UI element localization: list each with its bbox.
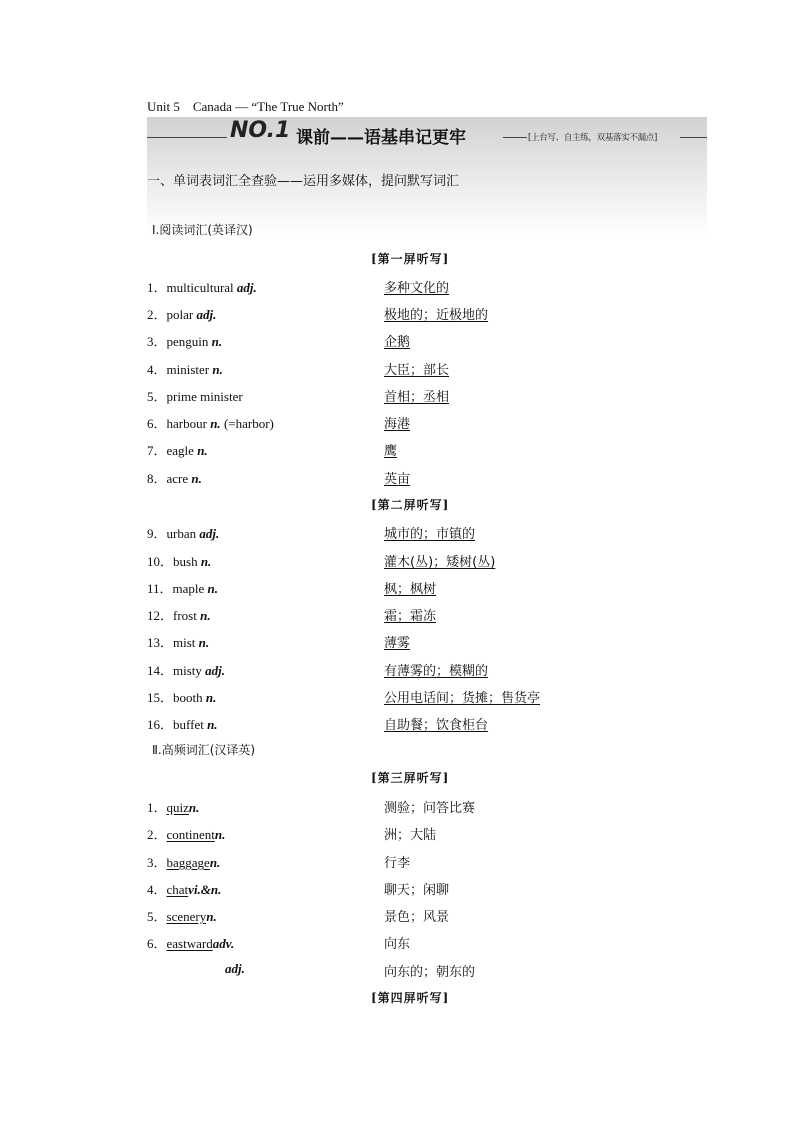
- meaning: 大臣；部长: [384, 363, 450, 378]
- meaning: 企鹅: [384, 335, 411, 350]
- part2-heading: Ⅱ.高频词汇(汉译英): [152, 743, 256, 757]
- vocab-row: 3．penguin n. 企鹅: [147, 331, 707, 351]
- vocab-row: 5．prime minister 首相；丞相: [147, 386, 707, 406]
- vocab-row: 1．multicultural adj. 多种文化的: [147, 277, 707, 297]
- meaning: 公用电话间；货摊；售货亭: [384, 691, 541, 706]
- vocab-row: 6．harbour n. (=harbor) 海港: [147, 413, 707, 433]
- vocab-row: 13．mist n. 薄雾: [147, 632, 707, 652]
- vocab-row: 11．maple n. 枫；枫树: [147, 578, 707, 598]
- meaning: 城市的；市镇的: [384, 527, 476, 542]
- banner-rule-left: [147, 137, 227, 138]
- meaning: 海港: [384, 417, 411, 432]
- banner-rule-mid: [503, 137, 527, 138]
- meaning: 薄雾: [384, 636, 411, 651]
- section-heading: 一、单词表词汇全查验——运用多媒体，提问默写词汇: [147, 174, 460, 189]
- vocab-row: 12．frost n. 霜；霜冻: [147, 605, 707, 625]
- vocab-row: 7．eagle n. 鹰: [147, 440, 707, 460]
- vocab-row: 14．misty adj. 有薄雾的；模糊的: [147, 660, 707, 680]
- vocab-row: 1．quizn. 测验；问答比赛: [147, 797, 707, 817]
- vocab-row: 2．continentn. 洲；大陆: [147, 824, 707, 844]
- vocab-row: 15．booth n. 公用电话间；货摊；售货亭: [147, 687, 707, 707]
- vocab-row: 16．buffet n. 自助餐；饮食柜台: [147, 714, 707, 734]
- meaning: 霜；霜冻: [384, 609, 437, 624]
- meaning: 洲；大陆: [384, 828, 437, 843]
- meaning: 鹰: [384, 444, 398, 459]
- vocab-row: 2．polar adj. 极地的；近极地的: [147, 304, 707, 324]
- vocab-row: 10．bush n. 灌木(丛)；矮树(丛): [147, 551, 707, 571]
- screen-label-4: [第四屏听写]: [371, 991, 450, 1005]
- vocab-row: 4．chatvi.&n. 聊天；闲聊: [147, 879, 707, 899]
- vocab-row: 9．urban adj. 城市的；市镇的: [147, 523, 707, 543]
- meaning: 极地的；近极地的: [384, 308, 489, 323]
- vocab-row: 3．baggagen. 行李: [147, 852, 707, 872]
- unit-title: Unit 5 Canada — “The True North”: [147, 99, 344, 114]
- meaning: 向东的；朝东的: [384, 965, 476, 980]
- meaning: 聊天；闲聊: [384, 883, 450, 898]
- meaning: 行李: [384, 856, 411, 871]
- meaning: 多种文化的: [384, 281, 450, 296]
- banner-rule-right: [680, 137, 707, 138]
- screen-label-3: [第三屏听写]: [371, 771, 450, 785]
- screen-label-2: [第二屏听写]: [371, 498, 450, 512]
- meaning: 测验；问答比赛: [384, 801, 476, 816]
- banner-note: [上台写、自主练，双基落实不漏点]: [528, 133, 658, 143]
- meaning: 有薄雾的；模糊的: [384, 664, 489, 679]
- vocab-row: adj. 向东的；朝东的: [225, 961, 476, 980]
- screen-label-1: [第一屏听写]: [371, 252, 450, 266]
- vocab-row: 8．acre n. 英亩: [147, 468, 707, 488]
- meaning: 灌木(丛)；矮树(丛): [384, 555, 496, 570]
- meaning: 枫；枫树: [384, 582, 437, 597]
- vocab-row: 5．sceneryn. 景色；风景: [147, 906, 707, 926]
- meaning: 首相；丞相: [384, 390, 450, 405]
- part1-heading: Ⅰ.阅读词汇(英译汉): [152, 223, 253, 237]
- meaning: 景色；风景: [384, 910, 450, 925]
- banner-number: NO.1: [230, 118, 291, 143]
- vocab-row: 6．eastwardadv. 向东: [147, 933, 707, 953]
- banner-heading: 课前——语基串记更牢: [296, 128, 466, 148]
- meaning: 英亩: [384, 472, 411, 487]
- meaning: 自助餐；饮食柜台: [384, 718, 489, 733]
- meaning: 向东: [384, 937, 411, 952]
- vocab-row: 4．minister n. 大臣；部长: [147, 359, 707, 379]
